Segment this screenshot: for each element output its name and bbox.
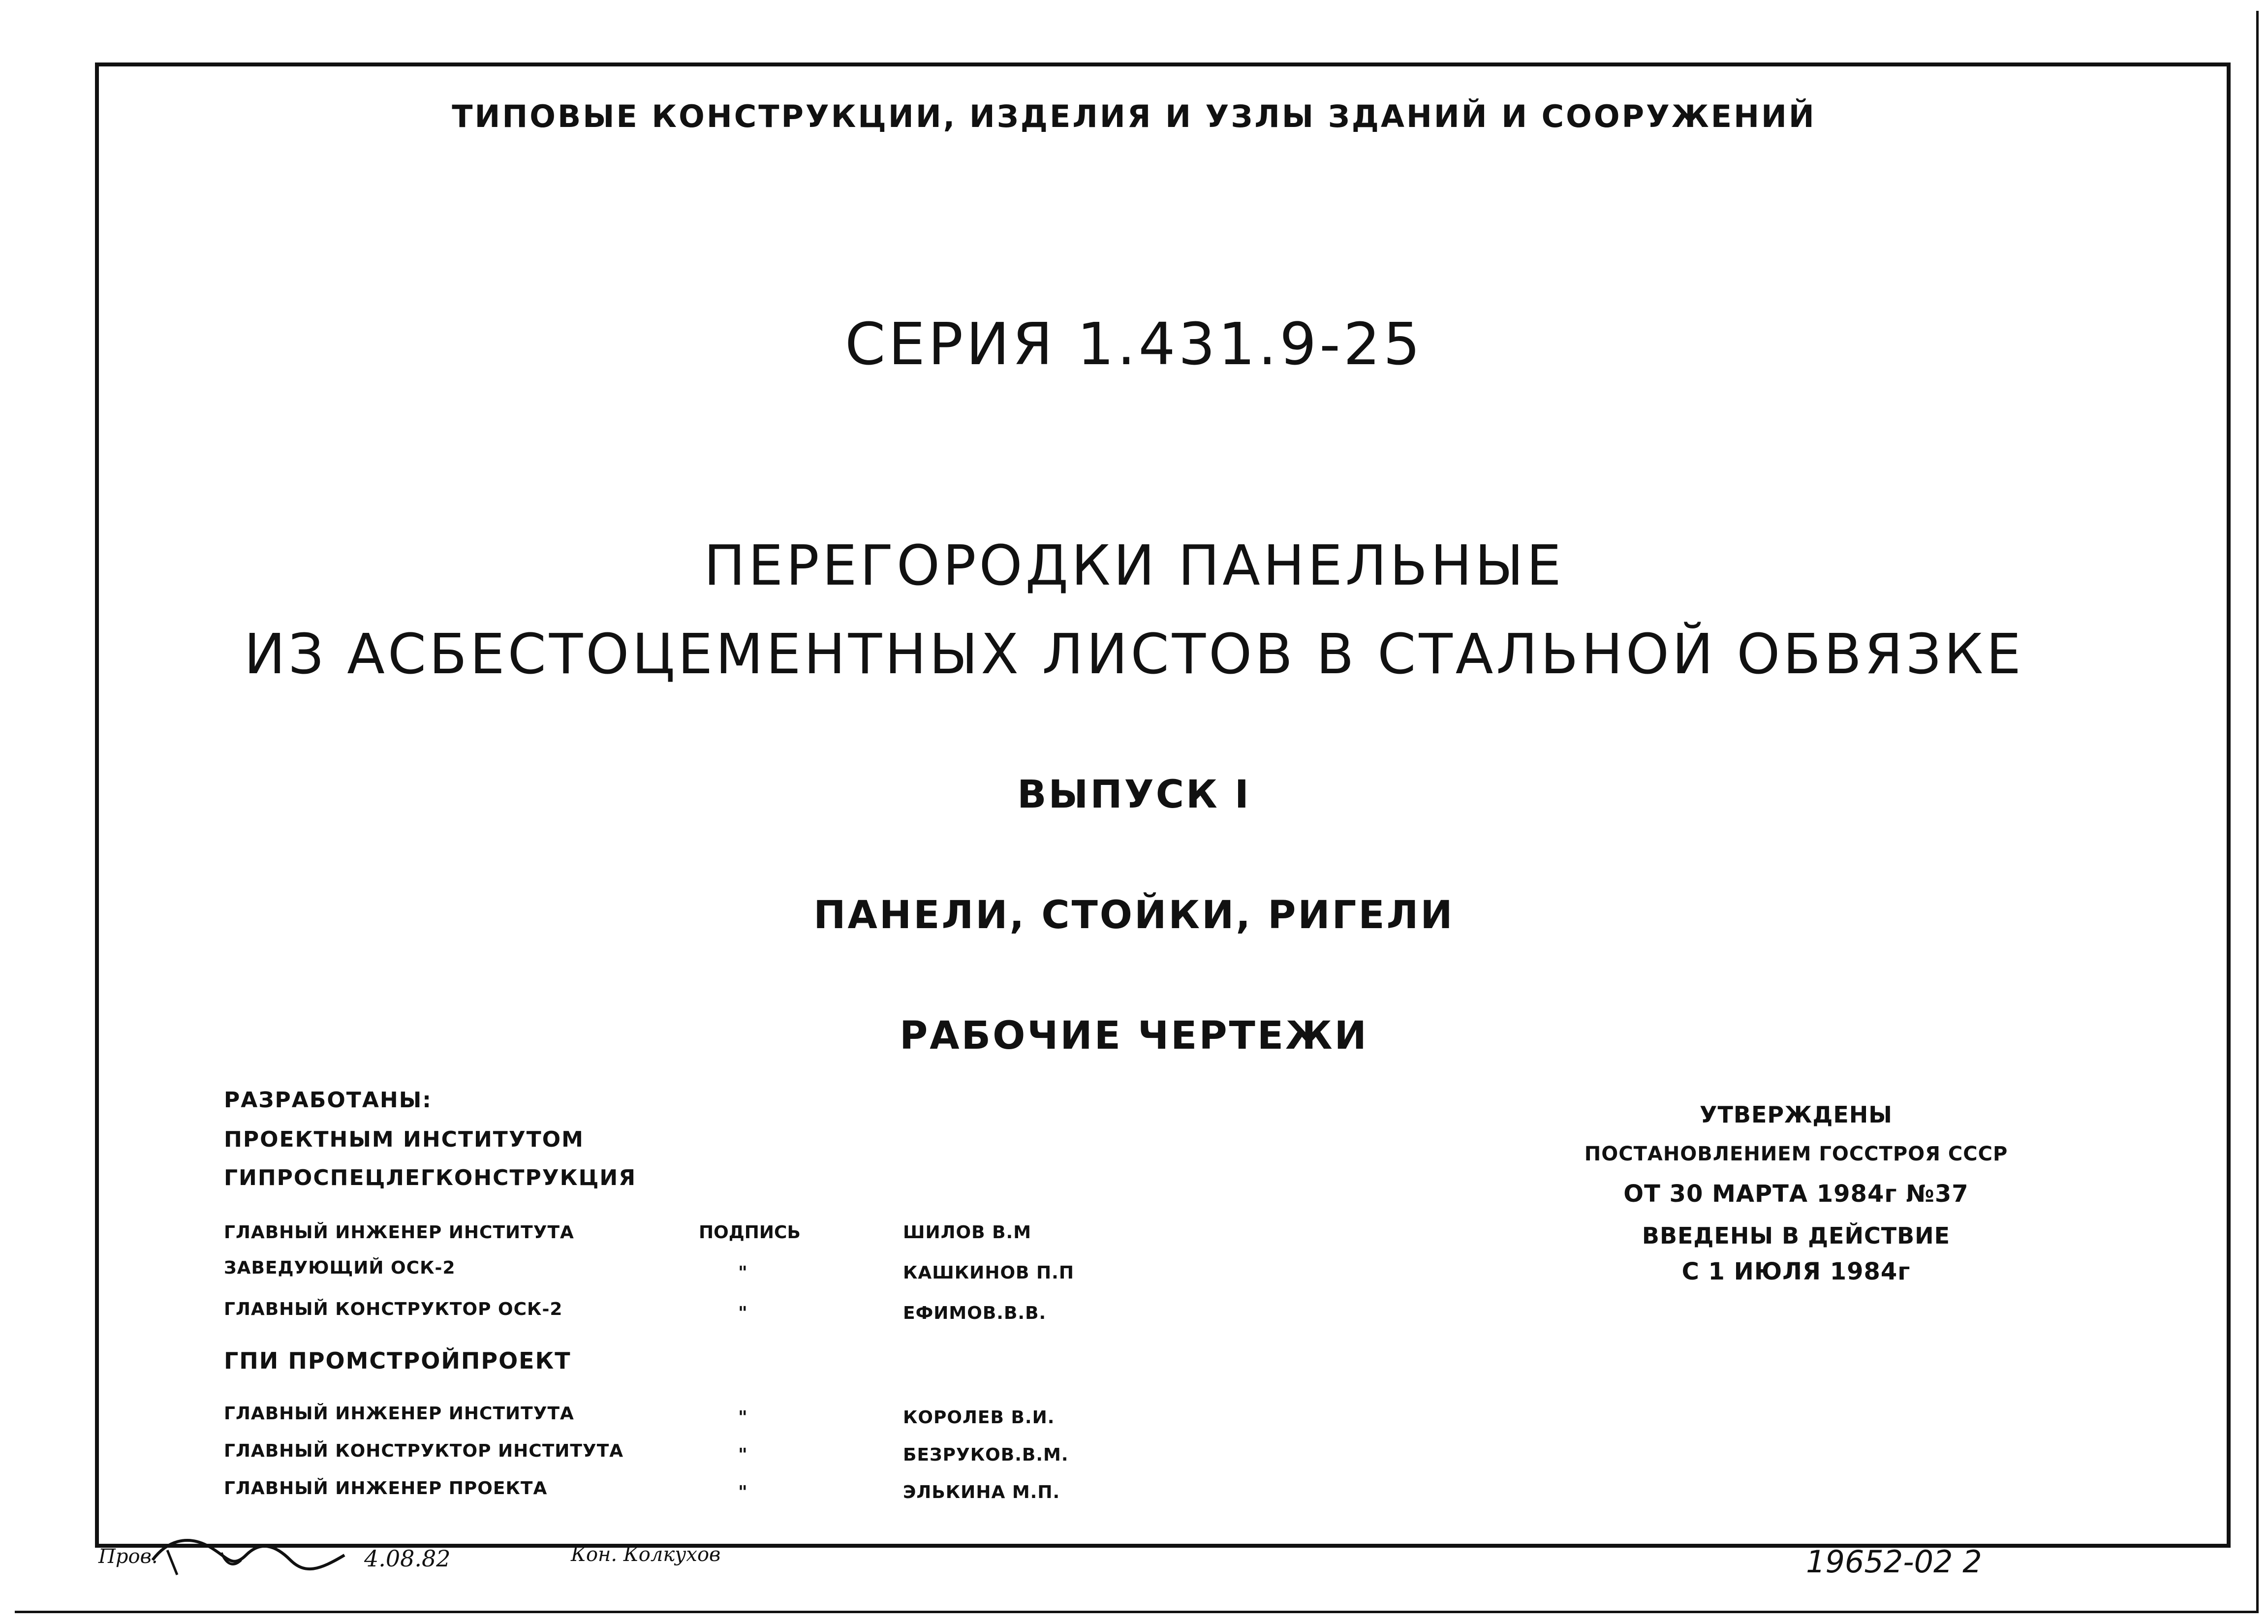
effective-label: ВВЕДЕНЫ В ДЕЙСТВИЕ (1642, 1222, 1951, 1249)
name-kashkinov: КАШКИНОВ П.П (903, 1263, 1074, 1283)
role-chief-engineer-2: ГЛАВНЫЙ ИНЖЕНЕР ИНСТИТУТА (224, 1404, 574, 1424)
name-elkina: ЭЛЬКИНА М.П. (903, 1482, 1060, 1502)
document-code: 19652-02 2 (1806, 1544, 1982, 1580)
name-bezrukov: БЕЗРУКОВ.В.М. (903, 1445, 1069, 1465)
title-line-1: ПЕРЕГОРОДКИ ПАНЕЛЬНЫЕ (704, 534, 1564, 598)
role-chief-engineer-project: ГЛАВНЫЙ ИНЖЕНЕР ПРОЕКТА (224, 1478, 548, 1499)
approved-line-1: ПОСТАНОВЛЕНИЕМ ГОССТРОЯ СССР (1584, 1143, 2008, 1165)
approved-title: УТВЕРЖДЕНЫ (1700, 1101, 1893, 1128)
role-head-osk2: ЗАВЕДУЮЩИЙ ОСК-2 (224, 1258, 456, 1278)
control-signature: Кон. Колкухов (571, 1543, 721, 1566)
developer-org-2: ГПИ ПРОМСТРОЙПРОЕКТ (224, 1347, 571, 1374)
ditto-mark: " (738, 1482, 747, 1502)
name-korolev: КОРОЛЕВ В.И. (903, 1407, 1055, 1428)
ditto-mark: " (738, 1407, 747, 1428)
role-chief-designer-institute: ГЛАВНЫЙ КОНСТРУКТОР ИНСТИТУТА (224, 1441, 624, 1461)
handwritten-signature (148, 1530, 354, 1585)
drawings-label: РАБОЧИЕ ЧЕРТЕЖИ (900, 1014, 1368, 1058)
title-line-2: ИЗ АСБЕСТОЦЕМЕНТНЫХ ЛИСТОВ В СТАЛЬНОЙ ОБВЯЗКЕ (244, 623, 2024, 687)
role-chief-designer-osk2: ГЛАВНЫЙ КОНСТРУКТОР ОСК-2 (224, 1299, 563, 1319)
effective-date: С 1 ИЮЛЯ 1984г (1681, 1258, 1911, 1285)
name-shilov: ШИЛОВ В.М (903, 1222, 1032, 1243)
issue-label: ВЫПУСК I (1017, 773, 1251, 817)
header-text: ТИПОВЫЕ КОНСТРУКЦИИ, ИЗДЕЛИЯ И УЗЛЫ ЗДАНИЙ И СООРУЖЕНИЙ (452, 98, 1816, 134)
ditto-mark: " (738, 1263, 747, 1283)
series-number: СЕРИЯ 1.431.9-25 (845, 310, 1423, 378)
approved-date: ОТ 30 МАРТА 1984г №37 (1623, 1180, 1969, 1208)
name-efimov: ЕФИМОВ.В.В. (903, 1303, 1047, 1323)
developer-org-line-2: ГИПРОСПЕЦЛЕГКОНСТРУКЦИЯ (224, 1165, 637, 1190)
ditto-mark: " (738, 1303, 747, 1323)
subtitle: ПАНЕЛИ, СТОЙКИ, РИГЕЛИ (813, 893, 1455, 937)
signature-header: ПОДПИСЬ (699, 1222, 801, 1243)
developed-label: РАЗРАБОТАНЫ: (224, 1088, 432, 1113)
ditto-mark: " (738, 1445, 747, 1465)
developer-org-line-1: ПРОЕКТНЫМ ИНСТИТУТОМ (224, 1127, 584, 1152)
checked-date: 4.08.82 (364, 1545, 451, 1572)
checked-label: Пров. (98, 1545, 158, 1568)
role-chief-engineer: ГЛАВНЫЙ ИНЖЕНЕР ИНСТИТУТА (224, 1222, 574, 1243)
